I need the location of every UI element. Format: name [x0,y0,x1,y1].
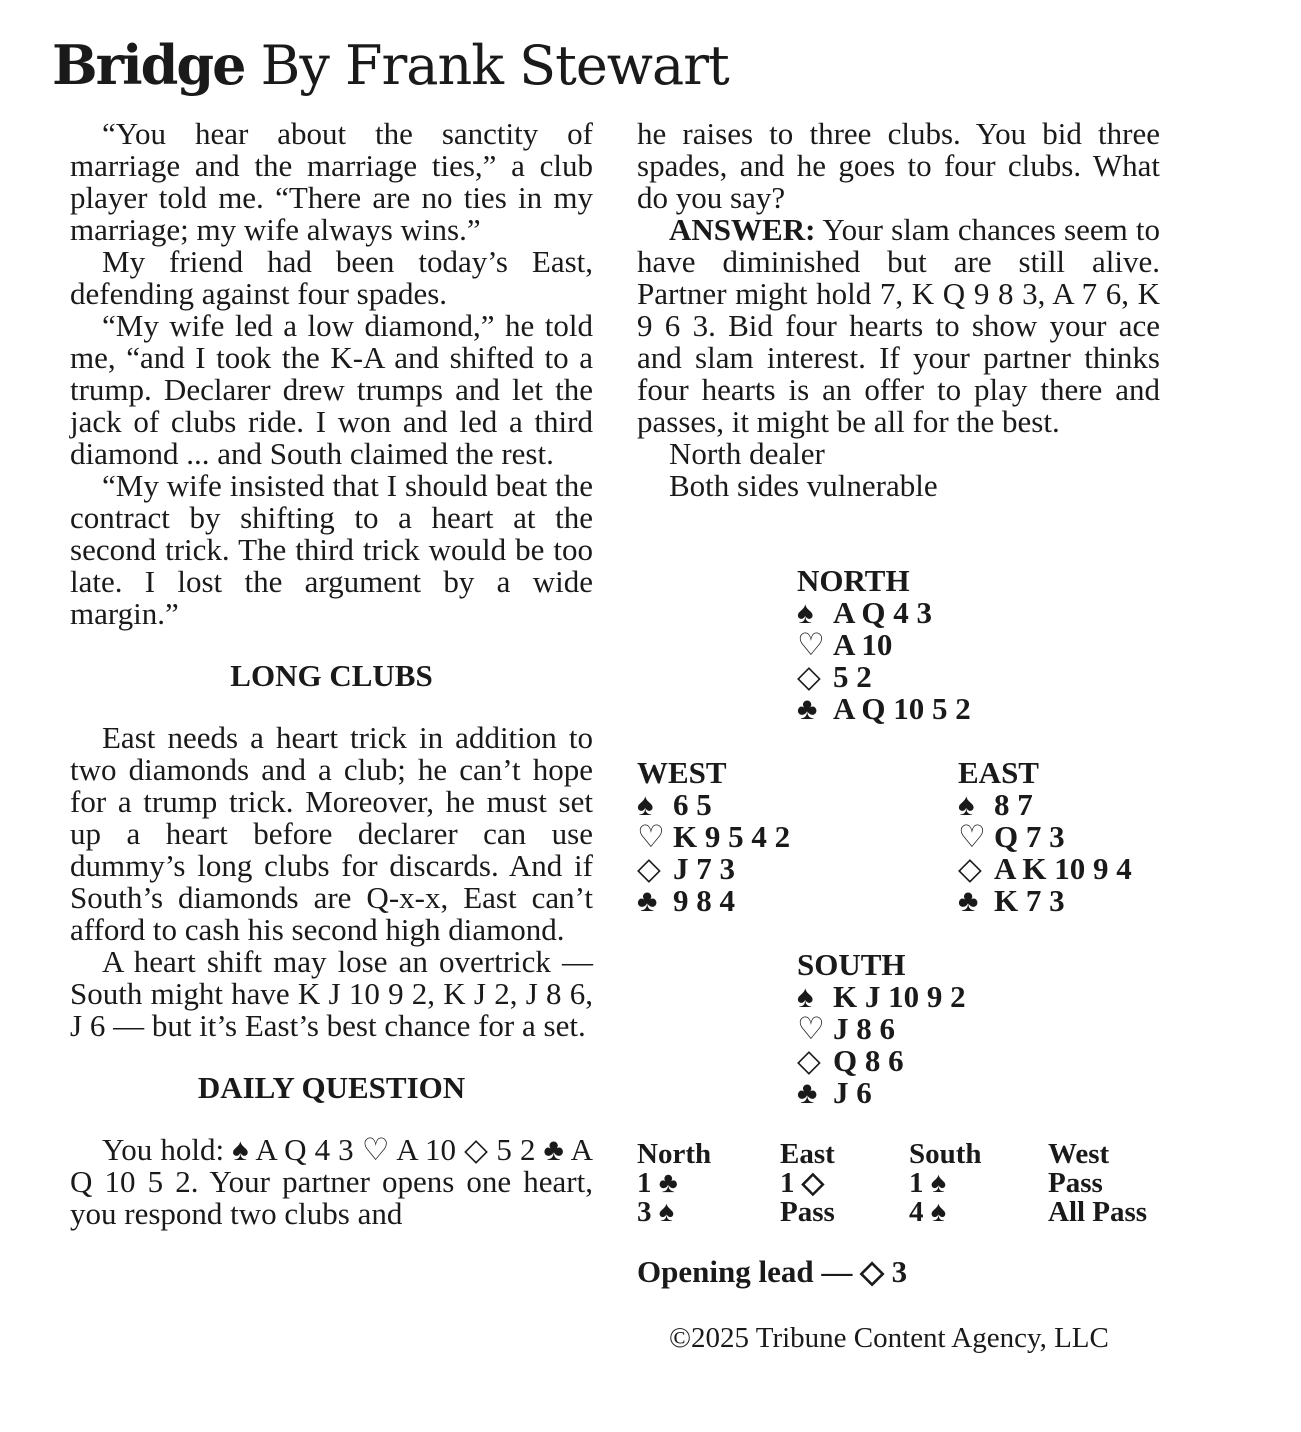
diamond-icon: ◇ [958,851,982,886]
suit-row-hearts [797,1013,966,1045]
suit-cards: A Q 4 3 [833,595,933,630]
auction-header: North [637,1138,712,1170]
heart-icon: ♡ [797,627,825,662]
suit-row-clubs [958,885,1132,917]
suit-cards: K 9 5 4 2 [673,819,791,854]
suit-cards: 5 2 [833,659,872,694]
copyright-notice: ©2025 Tribune Content Agency, LLC [669,1322,1109,1354]
suit-row-hearts [637,821,790,853]
auction-header: West [1048,1138,1110,1170]
suit-cards: 6 5 [673,787,712,822]
suit-row-diamonds [797,661,971,693]
spade-icon: ♠ [958,787,975,822]
suit-cards: A Q 10 5 2 [833,691,971,726]
section-heading-long-clubs: LONG CLUBS [230,658,433,693]
section-heading-daily-question: DAILY QUESTION [197,1070,466,1105]
suit-row-spades [797,597,971,629]
suit-cards: J 6 [833,1075,872,1110]
auction-header: East [780,1138,835,1170]
title-byline: By Frank Stewart [260,34,729,97]
hand-label: WEST [637,755,727,790]
page-title [52,30,729,101]
suit-row-clubs [637,885,790,917]
auction-bid: 4 ♠ [909,1196,947,1228]
diamond-icon: ◇ [637,851,661,886]
hand-south [797,949,966,1109]
suit-row-hearts [797,629,971,661]
question-continuation: he raises to three clubs. You bid three spades, and he goes to four clubs. What do you say? [637,116,1160,215]
right-column [637,118,1160,502]
suit-cards: A 10 [833,627,893,662]
auction-header: South [909,1138,982,1170]
hand-east [958,757,1132,917]
suit-cards: J 7 3 [673,851,735,886]
auction-bid: 1 ◇ [780,1167,825,1199]
auction-bid: 3 ♠ [637,1196,675,1228]
answer-paragraph [637,214,1160,438]
story-paragraph: “My wife led a low diamond,” he told me, “and I took the K-A and shifted to a trump. Declarer drew trumps and let the jack of clubs ride. I won and led a third diamond ... and South claimed the rest. [70,308,593,471]
suit-row-spades [958,789,1132,821]
analysis-paragraph: East needs a heart trick in addition to two diamonds and a club; he can’t hope for a trump trick. Moreover, he must set up a heart before declarer can use dummy’s long clubs for discards. And if South’s diamonds are Q-x-x, East can’t afford to cash his second high diamond. [70,720,593,947]
suit-cards: Q 7 3 [994,819,1065,854]
vulnerability-info: Both sides vulnerable [669,468,938,503]
spade-icon: ♠ [637,787,654,822]
hand-label: EAST [958,755,1039,790]
club-icon: ♣ [958,883,979,918]
story-paragraph: “My wife insisted that I should beat the contract by shifting to a heart at the second trick. The third trick would be too late. I lost the argument by a wide margin.” [70,468,593,631]
heart-icon: ♡ [797,1011,825,1046]
hand-west [637,757,790,917]
title-bridge: Bridge [52,33,245,97]
suit-row-clubs [797,693,971,725]
spade-icon: ♠ [797,595,814,630]
diamond-icon: ◇ [797,659,821,694]
auction-bid: All Pass [1048,1196,1148,1228]
story-paragraph: My friend had been today’s East, defending against four spades. [70,244,593,311]
suit-cards: K 7 3 [994,883,1065,918]
answer-label: ANSWER: [669,212,816,247]
dealer-info: North dealer [669,436,825,471]
story-paragraph: “You hear about the sanctity of marriage and the marriage ties,” a club player told me. “There are no ties in my marriage; my wife always wins.” [70,116,593,247]
suit-row-diamonds [797,1045,966,1077]
hand-label: SOUTH [797,947,906,982]
club-icon: ♣ [797,1075,818,1110]
auction-bid: Pass [780,1196,835,1228]
club-icon: ♣ [637,883,658,918]
heart-icon: ♡ [637,819,665,854]
auction-bid: 1 ♣ [637,1167,678,1199]
suit-row-diamonds [637,853,790,885]
diamond-icon: ◇ [797,1043,821,1078]
club-icon: ♣ [797,691,818,726]
auction-bid: 1 ♠ [909,1167,947,1199]
suit-cards: K J 10 9 2 [833,979,966,1014]
suit-cards: J 8 6 [833,1011,895,1046]
hand-label: NORTH [797,563,910,598]
auction-bid: Pass [1048,1167,1103,1199]
daily-question-text: You hold: ♠ A Q 4 3 ♡ A 10 ◇ 5 2 ♣ A Q 10 5 2. Your partner opens one heart, you respond two clubs and [70,1132,593,1231]
suit-cards: Q 8 6 [833,1043,904,1078]
suit-row-spades [637,789,790,821]
hand-north [797,565,971,725]
suit-row-clubs [797,1077,966,1109]
answer-text: Your slam chances seem to have diminished but are still alive. Partner might hold 7, K Q 9 8 3, A 7 6, K 9 6 3. Bid four hearts to show your ace and slam interest. If your partner thinks four hearts is an offer to play there and passes, it might be all for the best. [637,212,1160,439]
suit-cards: 8 7 [994,787,1033,822]
suit-cards: A K 10 9 4 [994,851,1132,886]
suit-row-hearts [958,821,1132,853]
suit-row-spades [797,981,966,1013]
suit-cards: 9 8 4 [673,883,735,918]
analysis-paragraph: A heart shift may lose an overtrick — South might have K J 10 9 2, K J 2, J 8 6, J 6 — but it’s East’s best chance for a set. [70,944,593,1043]
suit-row-diamonds [958,853,1132,885]
heart-icon: ♡ [958,819,986,854]
left-column [70,118,593,1230]
opening-lead: Opening lead — ◇ 3 [637,1254,908,1289]
spade-icon: ♠ [797,979,814,1014]
